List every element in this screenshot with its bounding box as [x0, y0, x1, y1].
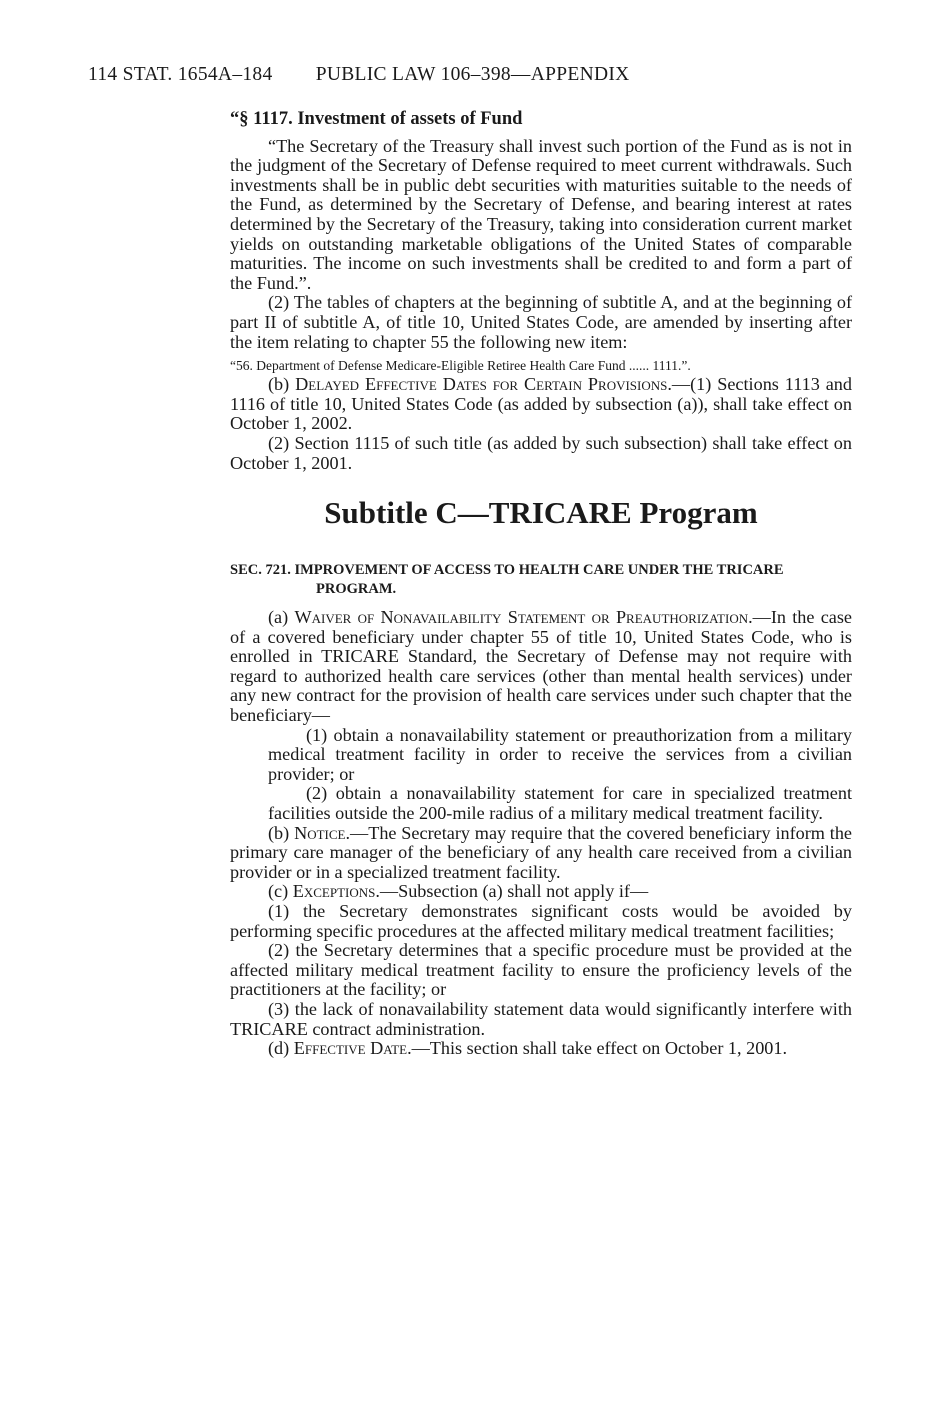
sec721-b-text: .—The Secretary may require that the covered beneficiary inform the primary care manager of the beneficiary of any health care received from a civilian provider or in a specialized treatment facility.: [230, 822, 853, 882]
sec721-subsection-d: [230, 1039, 852, 1059]
paragraph-a2: (2) The tables of chapters at the beginning of subtitle A, and at the beginning of part II of subtitle A, of title 10, United States Code, are amended by inserting after the item relating to chapter 55 the following new item:: [230, 292, 852, 352]
sec721-subsection-c: [230, 882, 852, 902]
sec721-c-lead: (c): [268, 881, 289, 902]
sec721-d-text: .—This section shall take effect on October 1, 2001.: [407, 1038, 788, 1059]
subsection-b-lead: (b): [268, 374, 290, 395]
table-of-chapters-item: “56. Department of Defense Medicare-Eligible Retiree Health Care Fund ...... 1111.”.: [230, 358, 691, 374]
subsection-b-text: .—(1) Sections 1113 and 1116 of title 10, United States Code (as added by subsection (a)), shall take effect on October 1, 2002.: [230, 374, 852, 434]
subsection-b-heading: Delayed Effective Dates for Certain Provisions: [295, 374, 668, 395]
sec721-a-paragraph-1: (1) obtain a nonavailability statement or preauthorization from a military medical treatment facility in order to receive the services from a civilian provider; or: [268, 724, 852, 784]
sec721-c-paragraph-2: (2) the Secretary determines that a specific procedure must be provided at the affected military medical treatment facility to ensure the proficiency levels of the practitioners at the facility; or: [230, 940, 852, 1000]
sec721-d-heading: Effective Date: [293, 1038, 408, 1059]
section-1117-heading: “§ 1117. Investment of assets of Fund: [230, 109, 523, 129]
running-head: [88, 64, 630, 86]
sec721-subsection-b: [230, 824, 852, 883]
sec721-c-heading: Exceptions: [292, 881, 376, 902]
sec721-a-paragraph-2: (2) obtain a nonavailability statement for care in specialized treatment facilities outside the 200-mile radius of a military medical treatment facility.: [268, 783, 852, 824]
sec721-d-lead: (d): [268, 1038, 290, 1059]
public-law-reference: PUBLIC LAW 106–398—APPENDIX: [315, 64, 630, 85]
section-721-caption: SEC. 721. IMPROVEMENT OF ACCESS TO HEALTH CARE UNDER THE TRICARE PROGRAM.: [230, 562, 784, 598]
sec721-b-lead: (b): [268, 822, 290, 843]
sec721-a-text: .—In the case of a covered beneficiary under chapter 55 of title 10, United States Code, who is enrolled in TRICARE Standard, the Secretary of Defense may not require with regard to authorized health care services (other than mental health services) under any new contract for the provision of health care services under such chapter that the beneficiary—: [230, 607, 853, 726]
statute-reference: 114 STAT. 1654A–184: [88, 64, 273, 85]
subtitle-heading: Subtitle C—TRICARE Program: [324, 495, 758, 531]
sec721-a-lead: (a): [268, 607, 289, 628]
body-column: [230, 110, 852, 1059]
sec721-subsection-a: [230, 608, 852, 726]
sec721-c-text: .—Subsection (a) shall not apply if—: [375, 881, 649, 902]
sec721-c-paragraph-3: (3) the lack of nonavailability statement data would significantly interfere with TRICARE contract administration.: [230, 998, 852, 1039]
sec721-c-paragraph-1: (1) the Secretary demonstrates significant costs would be avoided by performing specific procedures at the affected military medical treatment facilities;: [230, 901, 852, 941]
section-1117-text: “The Secretary of the Treasury shall invest such portion of the Fund as is not in the judgment of the Secretary of Defense required to meet current withdrawals. Such investments shall be in public debt securities with maturities suitable to the needs of the Fund, as determined by the Secretary of Defense, and bearing interest at rates determined by the Secretary of the Treasury, taking into consideration current market yields on outstanding marketable obligations of the United States of comparable maturities. The income on such investments shall be credited to and form a part of the Fund.”.: [230, 135, 852, 293]
sec721-a-heading: Waiver of Nonavailability Statement or Preauthorization: [294, 607, 749, 628]
subsection-b: [230, 375, 852, 434]
sec721-b-heading: Notice: [294, 822, 346, 843]
subsection-b-paragraph-2: (2) Section 1115 of such title (as added by such subsection) shall take effect on October 1, 2001.: [230, 432, 852, 473]
